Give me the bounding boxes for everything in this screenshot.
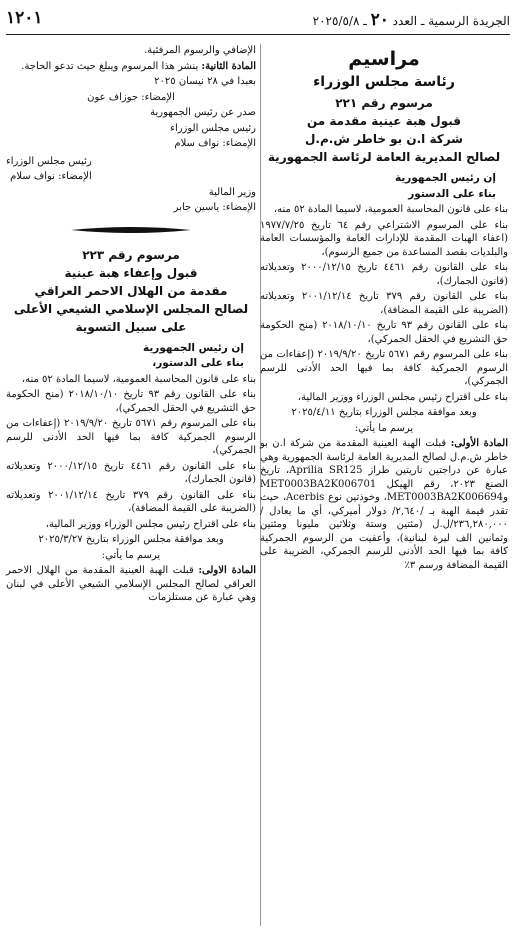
page-header (6, 6, 510, 35)
clause-6: بناء على المرسوم رقم ٥٦٧١ تاريخ ٢٠١٩/٩/٢٠ (إعفاءات من الرسوم الجمركية كافة بما فيها الحد الأدنى للرسم الجمركي)، (260, 349, 508, 387)
left-column (6, 44, 256, 934)
article-2-label: المادة الثانية: (201, 60, 256, 72)
l-article-1-text: قبلت الهبة العينية المقدمة من الهلال الاحمر العراقي لصالح المجلس الإسلامي الشيعي الأعلى في لبنان وهي عبارة عن مستلزمات (6, 565, 256, 603)
president-heading-2: إن رئيس الجمهورية (142, 341, 244, 354)
l-approval-line: وبعد موافقة مجلس الوزراء بتاريخ ٢٠٢٥/٣/٢٧ (38, 534, 224, 545)
authority-title: رئاسة مجلس الوزراء (313, 74, 455, 90)
constitution-line-2: بناء على الدستور، (152, 357, 244, 369)
finance-title: وزير المالية (208, 186, 256, 198)
constitution-line: بناء على الدستور (408, 187, 496, 200)
l-clause-4: بناء على القانون رقم ٤٤٦١ تاريخ ٢٠٠٠/١٢/١٥ وتعديلاته (قانون الجمارك)، (6, 460, 256, 485)
decree-title: مرسوم رقم ٢٢١ (335, 96, 433, 110)
l-article-1-label: المادة الاولى: (198, 565, 257, 576)
clause-1: بناء على قانون المحاسبة العمومية، لاسيما المادة ٥٢ منه، (273, 204, 508, 215)
decree-subtitle-1: قبول هبة عينية مقدمة من (306, 114, 461, 128)
decree-223-sub-4: على سبيل التسوية (75, 319, 187, 334)
decree-223-sub-2: مقدمة من الهلال الاحمر العراقي (34, 283, 228, 298)
l-clause-5: بناء على القانون رقم ٣٧٩ تاريخ ٢٠٠١/١٢/١٤ وتعديلاته (الضريبة على القيمة المضافة)، (6, 489, 256, 514)
clause-3: بناء على القانون رقم ٤٤٦١ تاريخ ٢٠٠٠/١٢/١٥ وتعديلاته (قانون الجمارك)، (260, 262, 508, 287)
pm-signature-2: الإمضاء: نواف سلام (10, 171, 92, 182)
clause-5: بناء على القانون رقم ٩٣ تاريخ ٢٠١٨/١٠/١٠ (منح الحكومة حق التشريع في الحقل الجمركي)، (260, 320, 508, 345)
decree-223-title: مرسوم رقم ٢٢٣ (82, 247, 180, 262)
decree-subtitle-2: شركة ا.ن بو خاطر ش.م.ل (305, 132, 463, 146)
l-clause-6: بناء على اقتراح رئيس مجلس الوزراء ووزير المالية، (45, 518, 256, 530)
clause-4: بناء على القانون رقم ٣٧٩ تاريخ ٢٠٠١/١٢/١٤ وتعديلاته (الضريبة على القيمة المضافة)، (260, 291, 508, 316)
issue-number: ٢٠ (370, 10, 389, 30)
article-2 (6, 60, 256, 74)
place-date: بعبدا في ٢٨ نيسان ٢٠٢٥ (154, 76, 256, 87)
article-1-label: المادة الأولى: (450, 438, 508, 449)
pm-title-2: رئيس مجلس الوزراء (6, 155, 92, 167)
president-heading: إن رئيس الجمهورية (394, 172, 496, 184)
decree-subtitle-3: لصالح المديرية العامة لرئاسة الجمهورية (267, 150, 501, 164)
l-clause-3: بناء على المرسوم رقم ٥٦٧١ تاريخ ٢٠١٩/٩/٢٠ (إعفاءات من الرسوم الجمركية كافة بما فيها الحد الأدنى للرسم الجمركي)، (6, 418, 256, 456)
president-signature: الإمضاء: جوزاف عون (87, 91, 175, 103)
page-number: ١٢٠١ (6, 8, 43, 28)
l-article-1 (6, 564, 256, 605)
decrees-line: يرسم ما يأتي: (354, 422, 414, 434)
article-2-text: ينشر هذا المرسوم ويبلغ حيث تدعو الحاجة. (21, 60, 199, 72)
finance-signature: الإمضاء: ياسين جابر (173, 202, 256, 213)
clause-2: بناء على المرسوم الاشتراعي رقم ٦٤ تاريخ ١٩٧٧/٧/٢٥ (اعفاء الهبات المقدمة للإدارات العامة والمؤسسات العامة والبلديات بقصد المساعدة من جميع الرسوم)، (260, 219, 508, 258)
ornament-icon (71, 224, 191, 236)
issued-by: صدر عن رئيس الجمهورية (150, 107, 256, 118)
pm-signature: الإمضاء: نواف سلام (174, 138, 256, 149)
continued-text: الإضافي والرسوم المرفئية. (144, 45, 256, 56)
approval-line: وبعد موافقة مجلس الوزراء بتاريخ ٢٠٢٥/٤/١١ (291, 407, 477, 418)
l-decrees-line: يرسم ما يأتي: (101, 549, 161, 561)
journal-title: الجريدة الرسمية ـ العدد (392, 14, 510, 28)
journal-info: الجريدة الرسمية ـ العدد ٢٠ ـ ٢٠٢٥/٥/٨ (312, 10, 510, 30)
decree-223-sub-1: قبول وإعفاء هبة عينية (64, 265, 198, 280)
pm-title: رئيس مجلس الوزراء (170, 122, 256, 134)
article-1-text: قبلت الهبة العينية المقدمة من شركة ا.ن بو خاطر ش.م.ل لصالح المديرية العامة لرئاسة الجمهورية وهي عبارة عن دراجتين ناريتين طراز Aprilia SR125، تاريخ الصنع ٢٠٢٣، رقم الهيكل MET0003BA2K006701 وMET0003BA2K006694، وخوذتين نوع Acerbis، حيث تقدر قيمة الهبة بـ /٢,٦٤٠/ دولار أميركي، أي ما يعادل /٢٣٦,٢٨٠,٠٠٠/ل.ل (مئتين وستة وثلاثين مليونا ومئتين وثمانين الف ليرة لبنانية)، وأعفيت من الرسوم الجمركية كافة بما فيها الحد الأدنى للرسم الجمركي، الضريبة على القيمة المضافة ورسم ٣٪ (260, 438, 509, 571)
right-column (260, 44, 508, 934)
decree-223-sub-3: لصالح المجلس الإسلامي الشيعي الأعلى (13, 301, 249, 316)
separator-ornament (6, 221, 256, 240)
l-clause-1: بناء على قانون المحاسبة العمومية، لاسيما المادة ٥٢ منه، (21, 373, 256, 385)
l-clause-2: بناء على القانون رقم ٩٣ تاريخ ٢٠١٨/١٠/١٠ (منح الحكومة حق التشريع في الحقل الجمركي)، (6, 389, 256, 414)
section-title: مراسيم (348, 48, 420, 70)
issue-date: ٢٠٢٥/٥/٨ (312, 14, 360, 28)
clause-7: بناء على اقتراح رئيس مجلس الوزراء ووزير المالية، (297, 391, 508, 403)
article-1 (260, 437, 508, 572)
